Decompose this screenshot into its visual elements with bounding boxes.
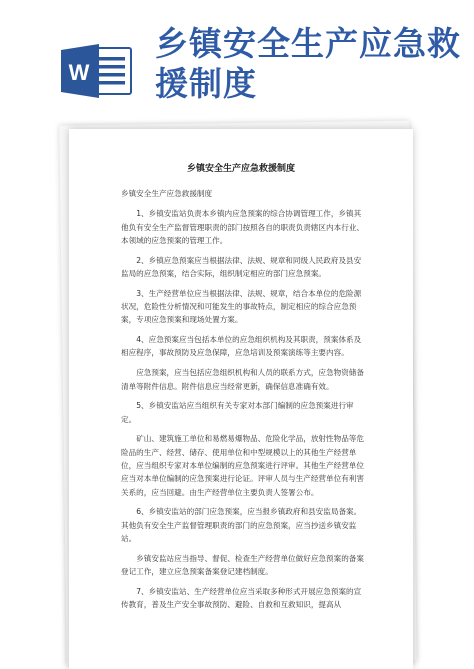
paragraph: 2、乡镇应急预案应当根据法律、法规、规章和同级人民政府及县安监局的应急预案，结合实际，组织制定相应的部门应急预案。 bbox=[121, 255, 362, 278]
paragraph: 4、应急预案应当包括本单位的应急组织机构及其职责，预案体系及相应程序，事故预防及应急保障，应急培训及预案演练等主要内容。 bbox=[121, 335, 362, 358]
header-banner bbox=[0, 0, 474, 130]
word-document-icon bbox=[61, 42, 133, 100]
paragraph: 应急预案，应当包括应急组织机构和人员的联系方式，应急物资储备清单等附件信息。附件信息应当经常更新，确保信息准确有效。 bbox=[121, 368, 364, 391]
paragraph: 7、乡镇安监站、生产经营单位应当采取多种形式开展应急预案的宣传教育，普及生产安全事故预防、避险、自救和互救知识，提高从 bbox=[121, 586, 362, 610]
paragraph: 乡镇安监站应当指导、督促、检查生产经营单位做好应急预案的备案登记工作，建立应急预案备案登记建档制度。 bbox=[121, 553, 364, 577]
document-body bbox=[121, 187, 367, 618]
paragraph: 1、乡镇安监站负责本乡镇内应急预案的综合协调管理工作，乡镇其他负有安全生产监督管理职责的部门按照各自的职责负责辖区内本行业、本领域的应急预案的管理工作。 bbox=[121, 209, 364, 245]
paragraph: 矿山、建筑施工单位和易燃易爆物品、危险化学品，放射性物品等危险品的生产、经营、储存、使用单位和中型规模以上的其他生产经营单位，应当组织专家对本单位编制的应急预案进行评审。其他生产经营单位应当对本单位编制的应急预案进行论证。评审人员与生产经营单位有利害关系的，应当回避。由生产经营单位主要负责人签署公布。 bbox=[121, 434, 364, 497]
paragraph: 3、生产经营单位应当根据法律、法规、规章，结合本单位的危险源状况，危险性分析情况和可能发生的事故特点，制定相应的综合应急预案，专项应急预案和现场处置方案。 bbox=[121, 288, 362, 325]
document-title: 乡镇安全生产应急救援制度 bbox=[186, 164, 295, 174]
paragraph: 5、乡镇安监站应当组织有关专家对本部门编制的应急预案进行审定。 bbox=[121, 401, 354, 424]
document-subtitle: 乡镇安全生产应急救援制度 bbox=[121, 189, 213, 198]
paragraph: 6、乡镇安监站的部门应急预案，应当报乡镇政府和县安监局备案。其他负有安全生产监督管理职责的部门的应急预案，应当抄送乡镇安监站。 bbox=[121, 507, 362, 544]
document-page bbox=[69, 129, 413, 669]
page-title: 乡镇安全生产应急救援制度 bbox=[155, 24, 461, 103]
logo-letter: W bbox=[68, 60, 90, 85]
